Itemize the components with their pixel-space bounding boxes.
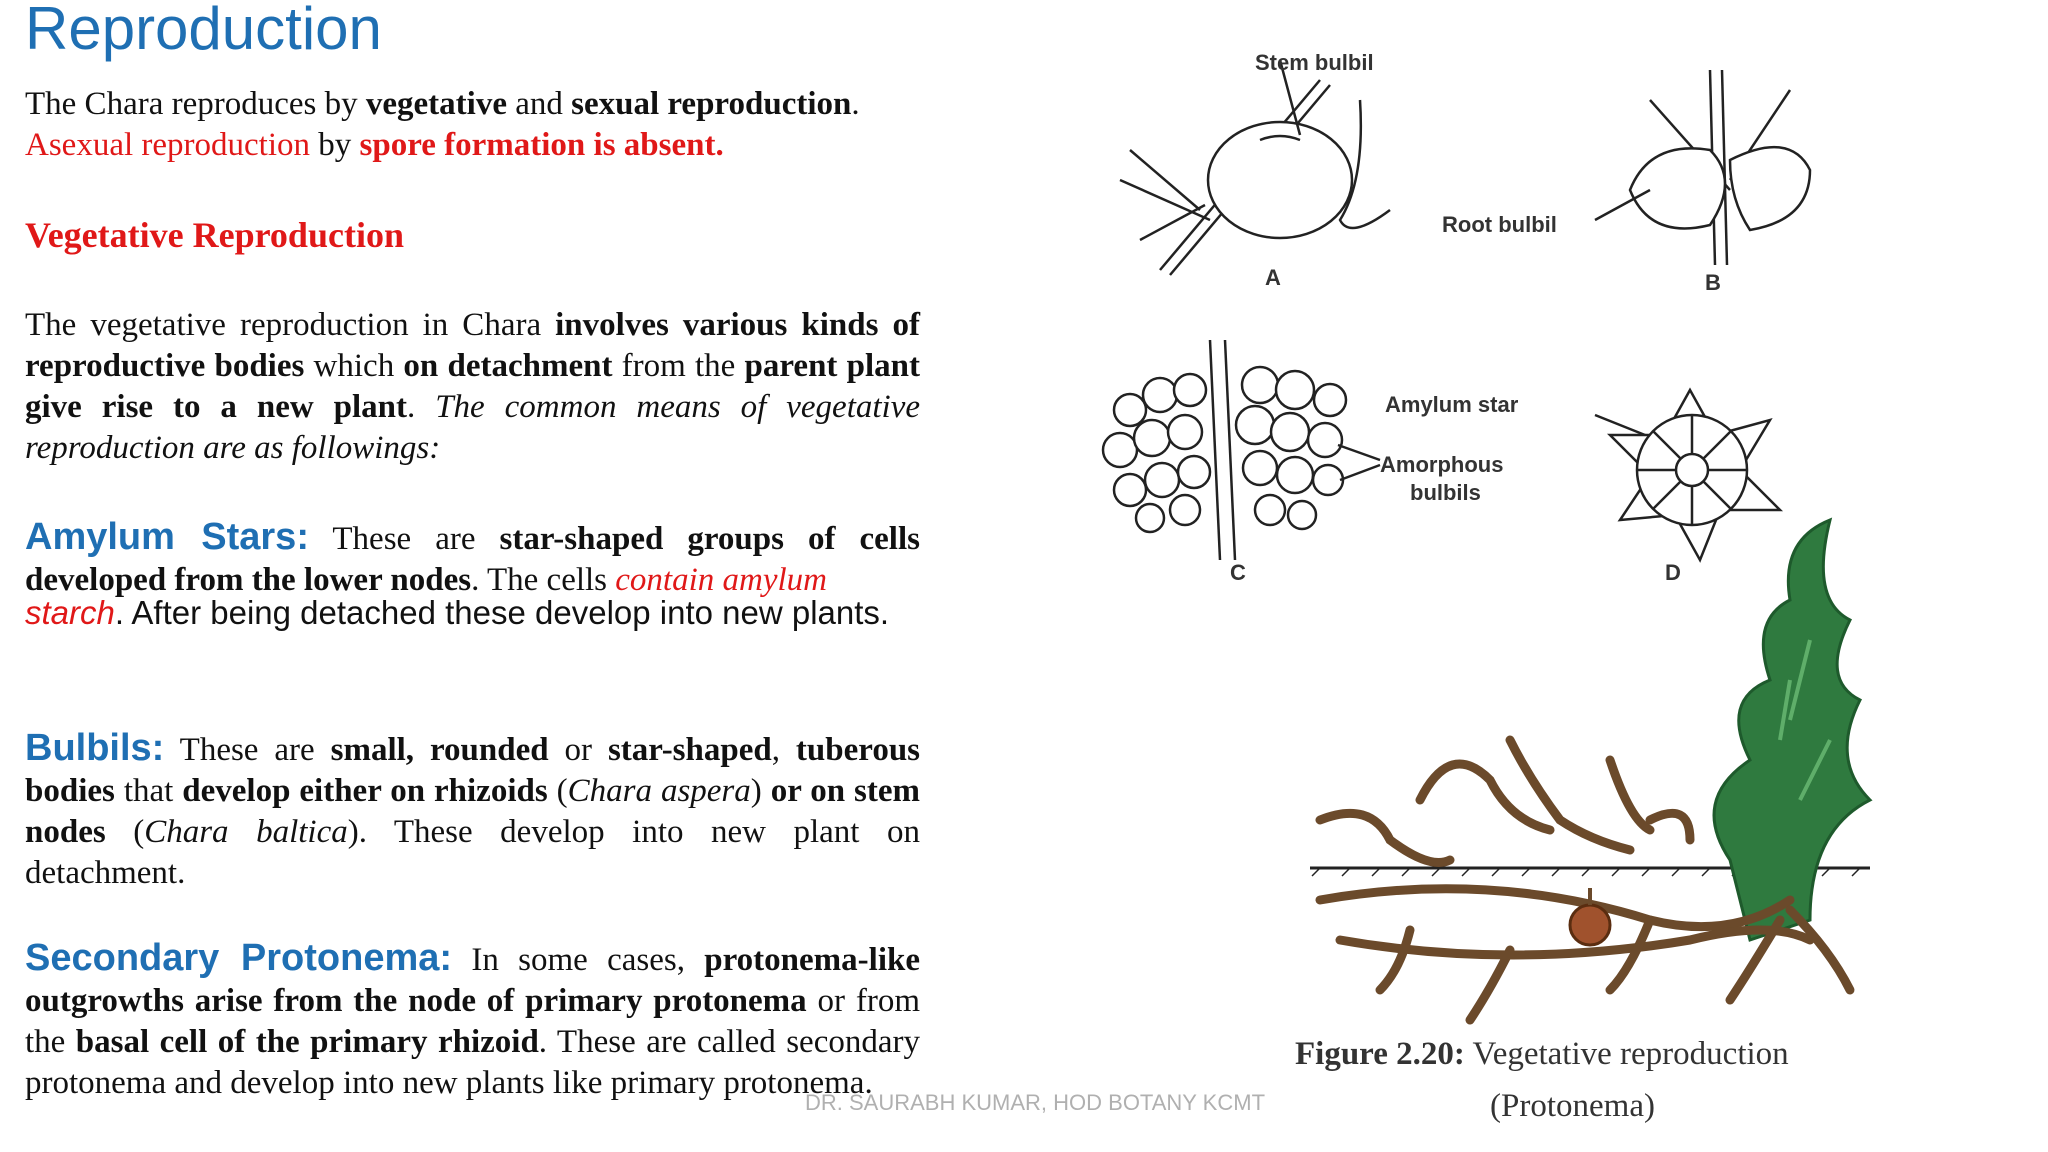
panel-c-amorphous-bulbils <box>1103 340 1380 560</box>
label-panel-a: A <box>1265 265 1281 290</box>
amylum-paragraph: Amylum Stars: These are star-shaped groups of cells developed from the lower nodes. The cells contain amylum <box>25 516 920 598</box>
bulbils-paragraph: Bulbils: These are small, rounded or star-shaped, tuberous bodies that develop either on rhizoids (Chara aspera) or on stem nodes (Chara baltica). These develop into new plant on detachment. <box>25 727 921 891</box>
amylum-heading: Amylum Stars: <box>25 516 309 558</box>
intro-paragraph: The Chara reproduces by vegetative and sexual reproduction. Asexual reproduction by spore formation is absent. <box>25 86 860 163</box>
label-panel-d: D <box>1665 560 1681 585</box>
label-amorphous-2: bulbils <box>1410 480 1481 505</box>
vegetative-paragraph: The vegetative reproduction in Chara involves various kinds of reproductive bodies which on detachment from the parent plant give rise to a new plant. The common means of vegetative reproduction are as followings: <box>25 307 920 466</box>
vegetative-heading: Vegetative Reproduction <box>25 215 404 255</box>
panel-b-root-bulbil <box>1595 70 1810 265</box>
chara-vegetative-figure <box>1090 40 1890 1140</box>
slide-footer: DR. SAURABH KUMAR, HOD BOTANY KCMT <box>805 1090 1266 1115</box>
label-root-bulbil: Root bulbil <box>1442 212 1557 237</box>
label-panel-b: B <box>1705 270 1721 295</box>
panel-a-stem-bulbil <box>1120 60 1390 275</box>
protonema-heading: Secondary Protonema: <box>25 937 453 979</box>
figure-caption: Figure 2.20: Vegetative reproduction <box>1295 1036 1789 1072</box>
amylum-paragraph-tail: starch. After being detached these develop into new plants. <box>25 594 890 631</box>
figure-caption-line2: (Protonema) <box>1490 1088 1655 1124</box>
label-amorphous-1: Amorphous <box>1380 452 1504 477</box>
label-panel-c: C <box>1230 560 1246 585</box>
panel-d-amylum-star <box>1595 390 1780 560</box>
protonema-illustration <box>1310 520 1870 1020</box>
slide-title: Reproduction <box>25 0 382 62</box>
label-amylum-star: Amylum star <box>1385 392 1519 417</box>
label-stem-bulbil: Stem bulbil <box>1255 50 1374 75</box>
protonema-paragraph: Secondary Protonema: In some cases, protonema-like outgrowths arise from the node of primary protonema or from the basal cell of the primary rhizoid. These are called secondary protonema and develop into new plants like primary protonema. <box>25 937 920 1101</box>
bulbils-heading: Bulbils: <box>25 727 165 769</box>
